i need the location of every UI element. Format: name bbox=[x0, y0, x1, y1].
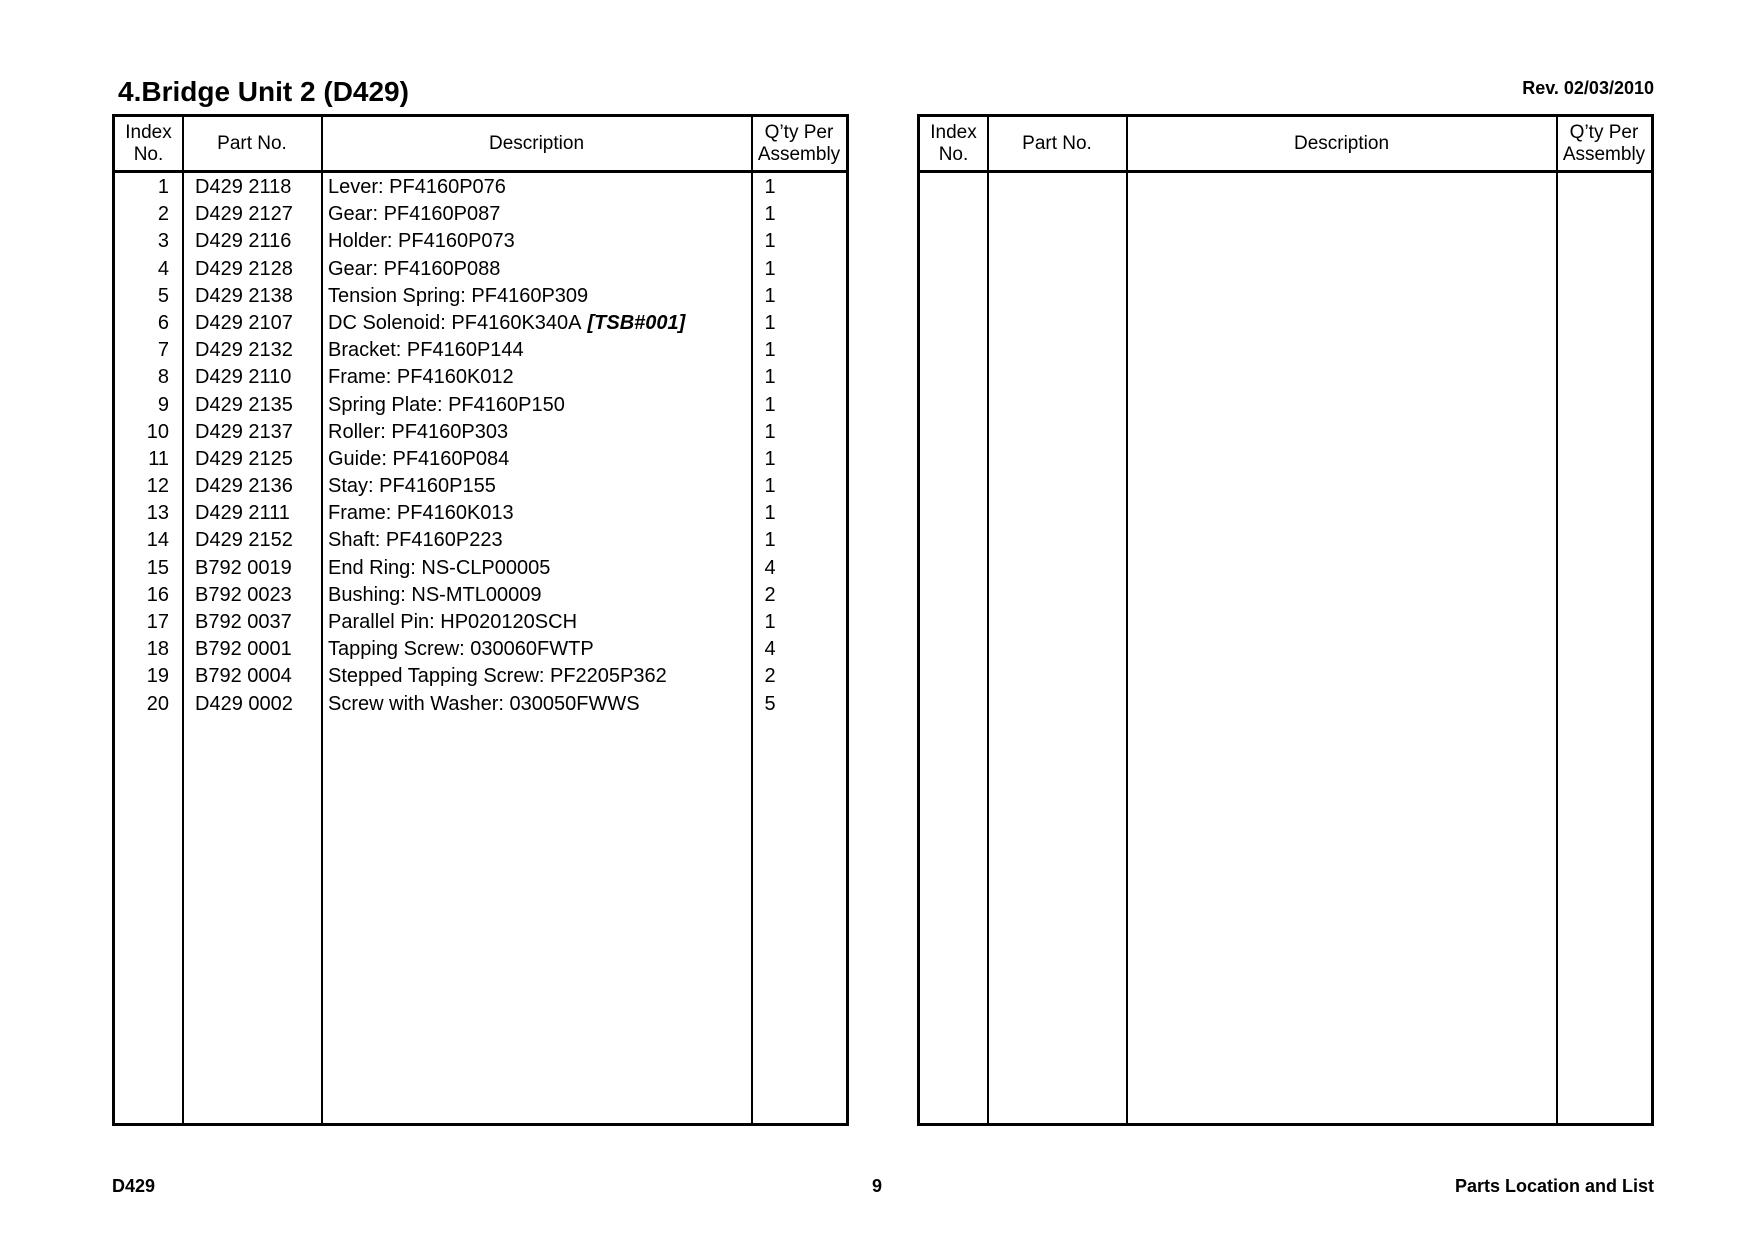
column-header-description: Description bbox=[488, 132, 585, 154]
description-cell bbox=[328, 394, 565, 417]
description-cell bbox=[328, 448, 509, 471]
quantity-cell: 1 bbox=[764, 475, 776, 498]
part-number-cell: D429 2136 bbox=[195, 475, 293, 498]
part-number-cell: D429 2125 bbox=[195, 447, 293, 470]
description-cell bbox=[328, 312, 685, 335]
description-cell bbox=[328, 584, 541, 607]
column-header-description: Description bbox=[1293, 132, 1390, 154]
part-number-cell: D429 0002 bbox=[195, 692, 293, 715]
tsb-reference: [TSB#001] bbox=[587, 311, 686, 334]
description-cell bbox=[328, 638, 594, 661]
description-cell bbox=[328, 258, 500, 281]
quantity-cell: 1 bbox=[764, 502, 776, 525]
index-cell: 17 bbox=[146, 611, 169, 633]
column-header-index: Index No. bbox=[930, 121, 977, 165]
table-row bbox=[115, 200, 846, 227]
part-number-cell: D429 2118 bbox=[195, 176, 292, 198]
description-text: Tapping Screw: 030060FWTP bbox=[328, 638, 594, 661]
description-cell bbox=[328, 557, 550, 580]
table-row bbox=[115, 554, 846, 581]
table-row bbox=[115, 391, 846, 418]
description-cell bbox=[328, 366, 514, 389]
table-row bbox=[115, 255, 846, 282]
index-cell: 20 bbox=[146, 692, 169, 715]
description-text: Lever: PF4160P076 bbox=[328, 176, 506, 198]
part-number-cell: D429 2137 bbox=[195, 420, 293, 443]
table-row bbox=[115, 608, 846, 635]
quantity-cell: 1 bbox=[764, 447, 776, 470]
index-cell: 1 bbox=[157, 176, 169, 198]
quantity-cell: 1 bbox=[764, 393, 776, 416]
table-row bbox=[115, 418, 846, 445]
description-cell bbox=[328, 421, 508, 444]
footer-page-number: 9 bbox=[871, 1176, 882, 1196]
quantity-cell: 2 bbox=[764, 583, 776, 606]
description-text: Parallel Pin: HP020120SCH bbox=[328, 611, 578, 633]
description-cell bbox=[328, 611, 577, 634]
quantity-cell: 1 bbox=[764, 257, 776, 280]
header-divider bbox=[920, 170, 1651, 173]
table-row bbox=[115, 363, 846, 390]
table-row bbox=[115, 445, 846, 472]
description-text: Holder: PF4160P073 bbox=[328, 230, 515, 253]
part-number-cell: D429 2135 bbox=[195, 393, 293, 416]
description-text: Stepped Tapping Screw: PF2205P362 bbox=[328, 665, 667, 688]
description-text: Roller: PF4160P303 bbox=[328, 420, 509, 443]
description-cell bbox=[328, 176, 506, 199]
column-header-index: Index No. bbox=[125, 121, 172, 165]
table-row bbox=[115, 499, 846, 526]
quantity-cell: 1 bbox=[764, 203, 776, 226]
part-number-cell: B792 0004 bbox=[195, 665, 292, 688]
part-number-cell: D429 2152 bbox=[195, 529, 293, 552]
part-number-cell: B792 0037 bbox=[195, 611, 292, 633]
part-number-cell: B792 0023 bbox=[195, 583, 292, 606]
column-header-part-no: Part No. bbox=[1022, 132, 1092, 154]
description-cell bbox=[328, 203, 500, 226]
index-cell: 10 bbox=[146, 420, 169, 443]
quantity-cell: 1 bbox=[764, 339, 776, 362]
quantity-cell: 1 bbox=[764, 230, 776, 253]
column-header-qty: Q’ty Per Assembly bbox=[757, 121, 841, 165]
description-cell bbox=[328, 475, 496, 498]
index-cell: 9 bbox=[157, 393, 169, 416]
quantity-cell: 4 bbox=[764, 638, 776, 661]
description-cell bbox=[328, 502, 514, 525]
description-text: Guide: PF4160P084 bbox=[328, 447, 510, 470]
table-row bbox=[115, 336, 846, 363]
index-cell: 6 bbox=[157, 311, 169, 334]
description-text: Frame: PF4160K013 bbox=[328, 502, 514, 525]
description-text: Bushing: NS-MTL00009 bbox=[328, 583, 542, 606]
description-text: DC Solenoid: PF4160K340A bbox=[328, 311, 582, 334]
table-row bbox=[115, 227, 846, 254]
table-row bbox=[115, 282, 846, 309]
description-text: Screw with Washer: 030050FWWS bbox=[328, 692, 640, 715]
quantity-cell: 1 bbox=[764, 311, 776, 334]
description-cell bbox=[328, 693, 640, 716]
footer-model: D429 bbox=[112, 1176, 156, 1196]
page-title: 4.Bridge Unit 2 (D429) bbox=[118, 76, 409, 107]
description-cell bbox=[328, 529, 503, 552]
table-row bbox=[115, 662, 846, 689]
part-number-cell: B792 0019 bbox=[195, 556, 292, 579]
description-text: Gear: PF4160P088 bbox=[328, 257, 501, 280]
table-row bbox=[115, 173, 846, 200]
description-text: Frame: PF4160K012 bbox=[328, 366, 514, 389]
description-text: Stay: PF4160P155 bbox=[328, 475, 496, 498]
description-cell bbox=[328, 230, 515, 253]
part-number-cell: D429 2116 bbox=[195, 230, 292, 253]
index-cell: 15 bbox=[146, 556, 169, 579]
quantity-cell: 5 bbox=[764, 692, 776, 715]
quantity-cell: 1 bbox=[764, 366, 776, 389]
quantity-cell: 2 bbox=[764, 665, 776, 688]
table-row bbox=[115, 690, 846, 717]
quantity-cell: 4 bbox=[764, 556, 776, 579]
quantity-cell: 1 bbox=[764, 611, 776, 633]
part-number-cell: D429 2107 bbox=[195, 311, 293, 334]
column-divider bbox=[1126, 117, 1128, 1123]
description-text: Tension Spring: PF4160P309 bbox=[328, 284, 589, 307]
description-text: End Ring: NS-CLP00005 bbox=[328, 556, 551, 579]
quantity-cell: 1 bbox=[764, 284, 776, 307]
index-cell: 16 bbox=[146, 583, 169, 606]
table-row bbox=[115, 526, 846, 553]
description-text: Spring Plate: PF4160P150 bbox=[328, 393, 565, 416]
index-cell: 3 bbox=[157, 230, 169, 253]
index-cell: 19 bbox=[146, 665, 169, 688]
column-divider bbox=[987, 117, 989, 1123]
part-number-cell: D429 2111 bbox=[195, 502, 290, 525]
index-cell: 18 bbox=[146, 638, 169, 661]
table-row bbox=[115, 472, 846, 499]
parts-table-right bbox=[917, 114, 1654, 1126]
parts-list bbox=[115, 173, 846, 717]
part-number-cell: D429 2127 bbox=[195, 203, 293, 226]
description-text: Bracket: PF4160P144 bbox=[328, 339, 524, 362]
description-text: Shaft: PF4160P223 bbox=[328, 529, 503, 552]
index-cell: 2 bbox=[157, 203, 169, 226]
part-number-cell: B792 0001 bbox=[195, 638, 292, 661]
description-text: Gear: PF4160P087 bbox=[328, 203, 501, 226]
part-number-cell: D429 2132 bbox=[195, 339, 293, 362]
description-cell bbox=[328, 665, 667, 688]
parts-table-left bbox=[112, 114, 849, 1126]
index-cell: 5 bbox=[157, 284, 169, 307]
quantity-cell: 1 bbox=[764, 176, 776, 198]
quantity-cell: 1 bbox=[764, 420, 776, 443]
index-cell: 14 bbox=[146, 529, 169, 552]
quantity-cell: 1 bbox=[764, 529, 776, 552]
index-cell: 13 bbox=[146, 502, 169, 525]
index-cell: 4 bbox=[157, 257, 169, 280]
index-cell: 11 bbox=[148, 447, 169, 470]
index-cell: 7 bbox=[157, 339, 169, 362]
column-divider bbox=[1556, 117, 1558, 1123]
revision-date: Rev. 02/03/2010 bbox=[1522, 78, 1654, 98]
part-number-cell: D429 2128 bbox=[195, 257, 293, 280]
description-cell bbox=[328, 285, 588, 308]
index-cell: 12 bbox=[146, 475, 169, 498]
table-row bbox=[115, 581, 846, 608]
part-number-cell: D429 2138 bbox=[195, 284, 293, 307]
table-row bbox=[115, 309, 846, 336]
part-number-cell: D429 2110 bbox=[195, 366, 292, 389]
column-header-part-no: Part No. bbox=[217, 132, 287, 154]
table-row bbox=[115, 635, 846, 662]
description-cell bbox=[328, 339, 524, 362]
index-cell: 8 bbox=[157, 366, 169, 389]
column-header-qty: Q’ty Per Assembly bbox=[1562, 121, 1646, 165]
footer-section: Parts Location and List bbox=[1454, 1176, 1654, 1196]
